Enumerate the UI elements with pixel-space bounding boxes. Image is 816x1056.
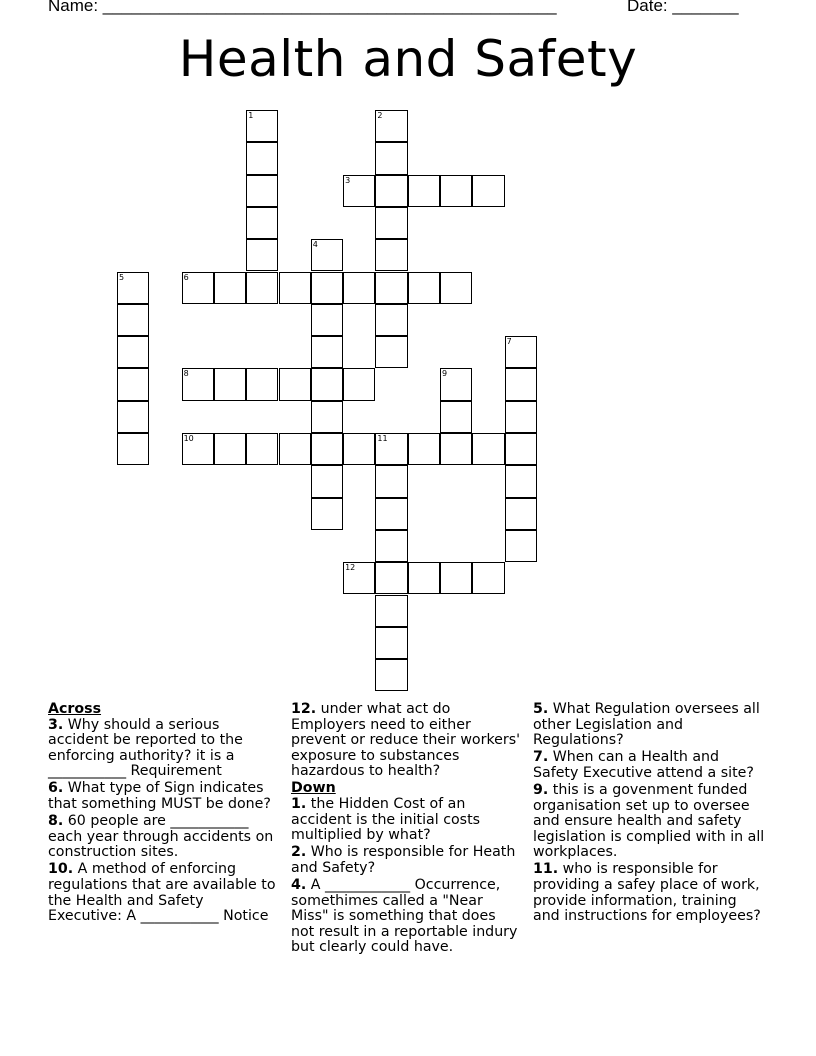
cell-number: 10 [183,434,194,443]
crossword-cell[interactable] [311,336,343,368]
crossword-cell[interactable] [182,433,214,465]
clue-across-8 [48,814,280,861]
crossword-cell[interactable] [375,142,407,174]
crossword-cell[interactable] [440,368,472,400]
crossword-cell[interactable] [505,336,537,368]
clue-text: Who is responsible for Heath and Safety? [291,844,516,876]
clue-down-9 [533,783,765,861]
crossword-cell[interactable] [408,433,440,465]
crossword-cell[interactable] [311,239,343,271]
clue-column-3 [533,702,765,926]
crossword-cell[interactable] [375,239,407,271]
crossword-cell[interactable] [343,562,375,594]
clue-number: 3. [48,716,64,733]
clue-across-10 [48,862,280,924]
clue-text: What Regulation oversees all other Legislation and Regulations? [533,701,760,749]
clue-number: 11. [533,861,559,878]
clue-down-5 [533,702,765,749]
cell-number: 9 [442,369,448,379]
crossword-cell[interactable] [440,175,472,207]
crossword-cell[interactable] [279,272,311,304]
crossword-cell[interactable] [279,368,311,400]
clue-text: What type of Sign indicates that something MUST be done? [48,780,271,813]
crossword-cell[interactable] [375,175,407,207]
clue-number: 4. [291,877,307,894]
crossword-cell[interactable] [375,530,407,562]
crossword-cell[interactable] [408,175,440,207]
crossword-cell[interactable] [440,433,472,465]
crossword-cell[interactable] [375,110,407,142]
clue-number: 7. [533,749,549,766]
cell-number: 8 [183,369,189,379]
crossword-cell[interactable] [246,239,278,271]
crossword-cell[interactable] [311,304,343,336]
crossword-cell[interactable] [214,433,246,465]
clue-across-6 [48,781,280,812]
cell-number: 2 [377,111,383,120]
crossword-cell[interactable] [505,465,537,497]
clue-text: the Hidden Cost of an accident is the initial costs multiplied by what? [291,796,481,844]
cell-number: 12 [345,563,356,573]
clue-number: 8. [48,813,64,830]
crossword-cell[interactable] [117,401,149,433]
clue-text: A ____________ Occurrence, somethimes called a "Near Miss" is something that does not result in a reportable indury but clearly could have. [291,877,518,956]
cell-number: 7 [506,337,512,347]
crossword-cell[interactable] [117,336,149,368]
clue-across-3 [48,718,280,780]
crossword-cell[interactable] [311,401,343,433]
crossword-cell[interactable] [246,368,278,400]
clue-number: 9. [533,781,549,798]
date-field-label: Date: _______ [627,0,739,15]
clue-number: 1. [291,796,307,813]
crossword-cell[interactable] [311,272,343,304]
crossword-cell[interactable] [279,433,311,465]
clue-across-12 [291,702,523,780]
clue-number: 10. [48,861,74,878]
crossword-cell[interactable] [311,498,343,530]
crossword-cell[interactable] [246,433,278,465]
crossword-cell[interactable] [440,272,472,304]
crossword-cell[interactable] [311,433,343,465]
crossword-cell[interactable] [505,368,537,400]
clue-column-1 [48,702,280,926]
clue-down-1 [291,797,523,844]
crossword-cell[interactable] [375,207,407,239]
cell-number: 5 [119,272,125,282]
crossword-cell[interactable] [214,368,246,400]
clue-text: 60 people are ___________ each year through accidents on construction sites. [48,813,274,861]
crossword-cell[interactable] [408,272,440,304]
crossword-cell[interactable] [117,304,149,336]
crossword-cell[interactable] [472,562,504,594]
crossword-cell[interactable] [440,401,472,433]
crossword-cell[interactable] [375,595,407,627]
crossword-cell[interactable] [505,401,537,433]
clue-number: 6. [48,780,64,797]
clue-text: Why should a serious accident be reported to the enforcing authority? it is a ___________ Requirement [48,716,243,780]
crossword-cell[interactable] [246,207,278,239]
crossword-cell[interactable] [311,368,343,400]
clue-down-11 [533,862,765,924]
crossword-cell[interactable] [505,433,537,465]
crossword-cell[interactable] [440,562,472,594]
crossword-cell[interactable] [472,433,504,465]
clue-text: A method of enforcing regulations that are available to the Health and Safety Executive: A ___________ Notice [48,861,276,925]
crossword-cell[interactable] [246,110,278,142]
clue-text: When can a Health and Safety Executive attend a site? [533,749,754,781]
clue-number: 12. [291,701,317,717]
clue-down-2 [291,845,523,876]
crossword-cell[interactable] [343,433,375,465]
down-heading: Down [291,780,336,797]
name-field-label: Name: ________________________________________________ [48,0,557,15]
crossword-cell[interactable] [343,272,375,304]
crossword-cell[interactable] [375,433,407,465]
clue-down-7 [533,750,765,781]
clue-text: who is responsible for providing a safey place of work, provide information, training and instructions for employees? [533,861,761,925]
crossword-cell[interactable] [246,142,278,174]
cell-number: 3 [345,175,351,185]
clue-number: 2. [291,844,307,861]
crossword-cell[interactable] [408,562,440,594]
cell-number: 11 [377,434,388,443]
crossword-cell[interactable] [214,272,246,304]
crossword-cell[interactable] [375,336,407,368]
cell-number: 4 [312,240,318,250]
clue-text: this is a govenment funded organisation set up to oversee and ensure health and safety legislation is complied with in all workplaces. [533,781,765,861]
crossword-cell[interactable] [505,530,537,562]
clue-column-2 [291,702,523,958]
crossword-cell[interactable] [375,304,407,336]
clue-text: under what act do Employers need to either prevent or reduce their workers' exposure to substances hazardous to health? [291,701,521,780]
crossword-cell[interactable] [375,465,407,497]
cell-number: 6 [183,272,189,282]
crossword-cell[interactable] [375,498,407,530]
crossword-cell[interactable] [117,272,149,304]
crossword-cell[interactable] [343,175,375,207]
clue-number: 5. [533,701,549,717]
crossword-cell[interactable] [472,175,504,207]
crossword-cell[interactable] [117,368,149,400]
across-heading: Across [48,701,102,717]
crossword-cell[interactable] [117,433,149,465]
crossword-cell[interactable] [182,368,214,400]
crossword-cell[interactable] [246,175,278,207]
cell-number: 1 [248,111,254,120]
crossword-cell[interactable] [375,272,407,304]
crossword-cell[interactable] [375,659,407,691]
crossword-cell[interactable] [375,562,407,594]
crossword-cell[interactable] [311,465,343,497]
crossword-cell[interactable] [343,368,375,400]
crossword-cell[interactable] [505,498,537,530]
clue-down-4 [291,878,523,956]
crossword-cell[interactable] [246,272,278,304]
crossword-cell[interactable] [182,272,214,304]
crossword-cell[interactable] [375,627,407,659]
page-title: Health and Safety [178,30,638,88]
